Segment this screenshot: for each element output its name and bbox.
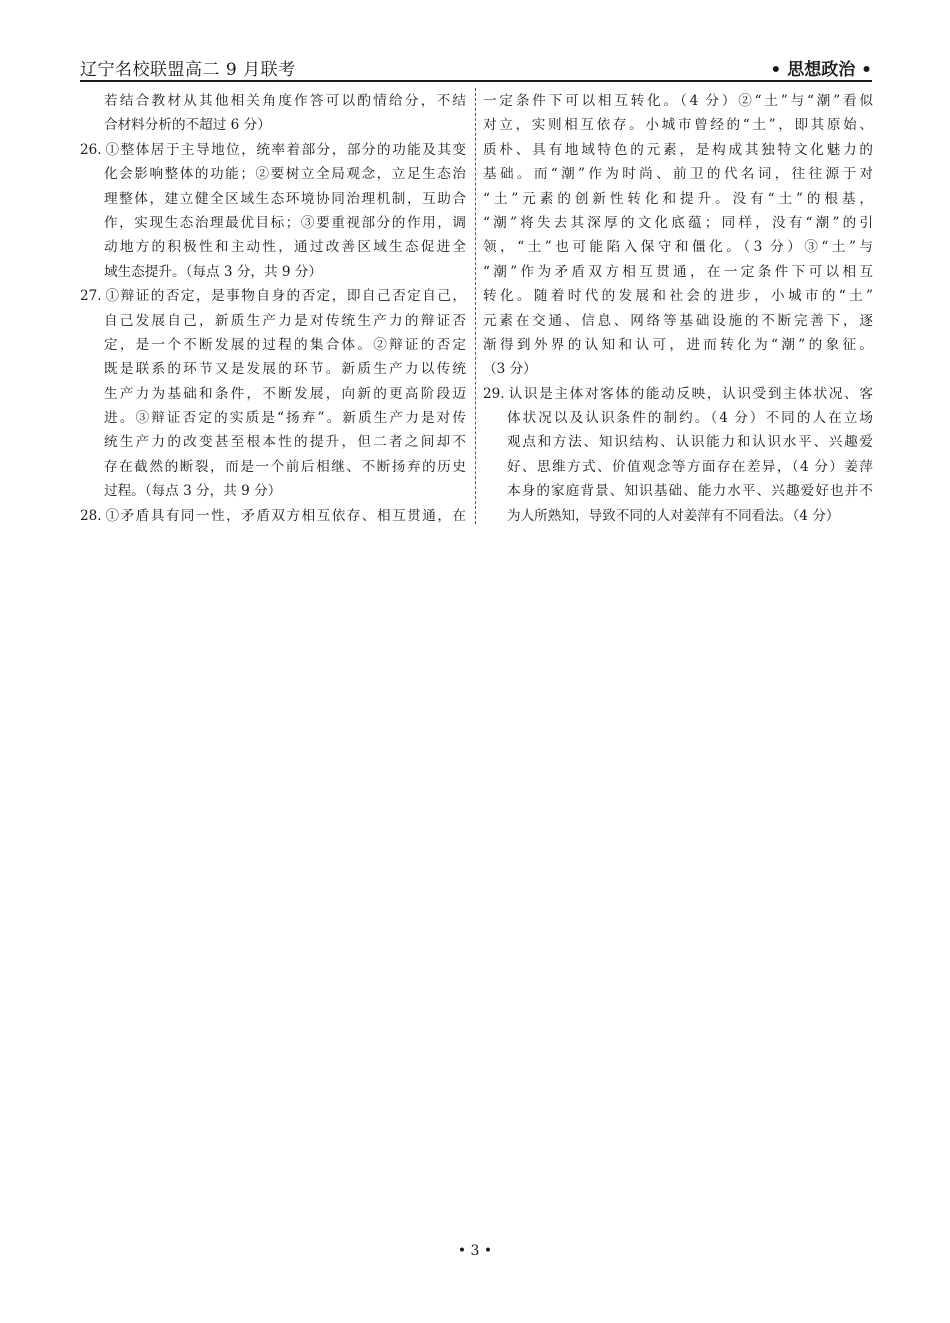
page-header — [80, 50, 872, 82]
right-column — [483, 89, 873, 528]
question-number: 27. — [80, 288, 102, 305]
text-line: 一定条件下可以相互转化。（4 分）②“土”与“潮”看似 — [483, 93, 873, 109]
text-line: 为人所熟知，导致不同的人对姜萍有不同看法。（4 分） — [507, 507, 840, 524]
exam-title: 辽宁名校联盟高二 9 月联考 — [80, 60, 296, 80]
question-number: 28. — [80, 507, 102, 524]
text-line: 合材料分析的不超过 6 分） — [104, 117, 271, 134]
text-line: 统生产力的改变甚至根本性的提升，但二者之间却不 — [104, 434, 466, 451]
text-line: “土”元素的创新性转化和提升。没有“土”的根基， — [483, 190, 873, 207]
question-27-line: 27. ①辩证的否定，是事物自身的否定，即自己否定自己， — [80, 284, 466, 308]
question-26-line: 26. ①整体居于主导地位，统率着部分，部分的功能及其变 — [80, 138, 466, 162]
text-line: 质朴、具有地域特色的元素，是构成其独特文化魅力的 — [483, 141, 873, 158]
text-line: 本身的家庭背景、知识基础、能力水平、兴趣爱好也并不 — [507, 483, 873, 500]
text-line: 域生态提升。（每点 3 分，共 9 分） — [104, 263, 323, 280]
text-line: “潮”作为矛盾双方相互贯通，在一定条件下可以相互 — [483, 263, 873, 280]
text-line: 作，实现生态治理最优目标；③要重视部分的作用，调 — [104, 214, 466, 231]
left-column — [80, 89, 466, 528]
text-line: 转化。随着时代的发展和社会的进步，小城市的“土” — [483, 288, 873, 305]
text-line: 体状况以及认识条件的制约。（4 分）不同的人在立场 — [507, 410, 873, 427]
text-line: “潮”将失去其深厚的文化底蕴；同样，没有“潮”的引 — [483, 214, 873, 231]
text-line: 存在截然的断裂，而是一个前后相继、不断扬弃的历史 — [104, 458, 466, 475]
text-line: （3 分） — [483, 361, 537, 378]
text-line: 领，“土”也可能陷入保守和僵化。（3 分）③“土”与 — [483, 239, 873, 256]
column-divider — [475, 88, 476, 524]
text-line: 理整体，建立健全区域生态环境协同治理机制，互助合 — [104, 190, 466, 207]
text-line: 渐得到外界的认知和认可，进而转化为“潮”的象征。 — [483, 336, 873, 353]
text-line: 若结合教材从其他相关角度作答可以酌情给分，不结 — [104, 93, 466, 109]
question-number: 26. — [80, 141, 102, 158]
text-line: 进。③辩证否定的实质是“扬弃”。新质生产力是对传 — [104, 410, 466, 427]
text-line: 基础。而“潮”作为时尚、前卫的代名词，往往源于对 — [483, 166, 873, 183]
text-line: 既是联系的环节又是发展的环节。新质生产力以传统 — [104, 361, 466, 378]
text-line: 动地方的积极性和主动性，通过改善区域生态促进全 — [104, 239, 466, 256]
text-line: 过程。（每点 3 分，共 9 分） — [104, 483, 282, 500]
page-number: • 3 • — [457, 1243, 493, 1259]
text-line: 生产力为基础和条件，不断发展，向新的更高阶段迈 — [104, 385, 466, 402]
subject-label: • 思想政治 • — [770, 60, 872, 80]
text-line: 对立，实则相互依存。小城市曾经的“土”，即其原始、 — [483, 117, 873, 134]
text-line: 好、思维方式、价值观念等方面存在差异，（4 分）姜萍 — [507, 458, 873, 475]
text-line: 元素在交通、信息、网络等基础设施的不断完善下，逐 — [483, 312, 873, 329]
text-line: 自己发展自己，新质生产力是对传统生产力的辩证否 — [104, 312, 466, 329]
text-line: 定，是一个不断发展的过程的集合体。②辩证的否定 — [104, 336, 466, 353]
question-29-line: 29. 认识是主体对客体的能动反映，认识受到主体状况、客 — [483, 382, 873, 406]
text-line: 观点和方法、知识结构、认识能力和认识水平、兴趣爱 — [507, 434, 873, 451]
text-line: 化会影响整体的功能；②要树立全局观念，立足生态治 — [104, 166, 466, 183]
question-number: 29. — [483, 385, 505, 402]
question-28-line: 28. ①矛盾具有同一性，矛盾双方相互依存、相互贯通，在 — [80, 504, 466, 528]
